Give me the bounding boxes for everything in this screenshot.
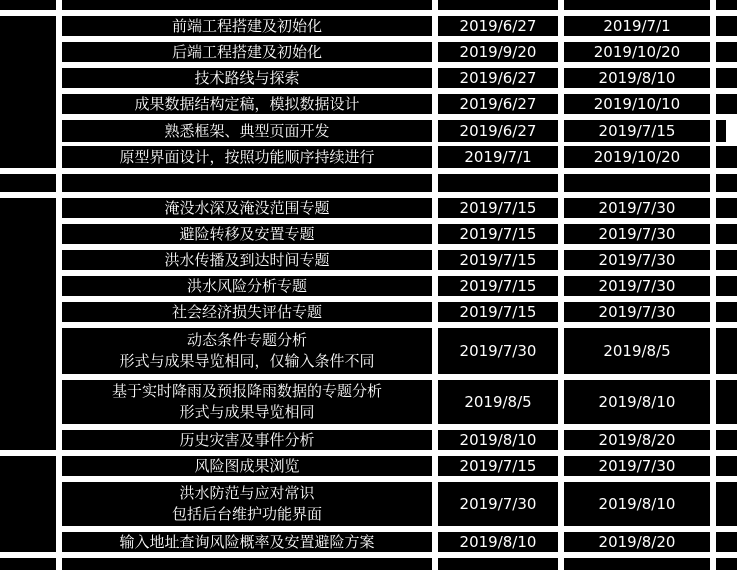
category-cell bbox=[0, 174, 56, 192]
end-date-cell: 2019/7/1 bbox=[564, 16, 710, 36]
table-cell bbox=[716, 198, 737, 218]
task-cell bbox=[62, 174, 432, 192]
table-cell bbox=[716, 456, 737, 476]
start-date-cell: 2019/7/1 bbox=[438, 146, 558, 168]
table-cell bbox=[716, 482, 737, 526]
table-cell bbox=[62, 0, 432, 10]
start-date-cell: 2019/6/27 bbox=[438, 68, 558, 88]
end-date-cell: 2019/8/10 bbox=[564, 482, 710, 526]
task-cell: 技术路线与探索 bbox=[62, 68, 432, 88]
task-cell: 前端工程搭建及初始化 bbox=[62, 16, 432, 36]
task-cell: 避险转移及安置专题 bbox=[62, 224, 432, 244]
task-line-2: 包括后台维护功能界面 bbox=[171, 505, 322, 523]
end-date-cell bbox=[564, 174, 710, 192]
end-date-cell: 2019/8/10 bbox=[564, 380, 710, 424]
task-cell: 后端工程搭建及初始化 bbox=[62, 42, 432, 62]
end-date-cell: 2019/7/30 bbox=[564, 276, 710, 296]
end-date-cell: 2019/7/15 bbox=[564, 120, 710, 142]
table-cell bbox=[564, 0, 710, 10]
end-date-cell: 2019/7/30 bbox=[564, 198, 710, 218]
task-cell: 原型界面设计，按照功能顺序持续进行 bbox=[62, 146, 432, 168]
start-date-cell: 2019/8/10 bbox=[438, 430, 558, 450]
table-cell bbox=[716, 42, 737, 62]
end-date-cell: 2019/8/10 bbox=[564, 68, 710, 88]
task-cell: 风险图成果浏览 bbox=[62, 456, 432, 476]
table-cell bbox=[438, 558, 558, 570]
start-date-cell: 2019/7/15 bbox=[438, 224, 558, 244]
task-cell: 洪水风险分析专题 bbox=[62, 276, 432, 296]
end-date-cell: 2019/7/30 bbox=[564, 224, 710, 244]
table-cell bbox=[716, 68, 737, 88]
start-date-cell: 2019/8/10 bbox=[438, 532, 558, 552]
start-date-cell: 2019/6/27 bbox=[438, 16, 558, 36]
table-cell bbox=[716, 146, 737, 168]
task-cell: 洪水传播及到达时间专题 bbox=[62, 250, 432, 270]
task-cell: 成果数据结构定稿，模拟数据设计 bbox=[62, 94, 432, 114]
task-cell bbox=[62, 380, 432, 424]
table-cell bbox=[716, 174, 737, 192]
category-cell bbox=[0, 198, 56, 450]
table-cell bbox=[716, 94, 737, 114]
category-cell bbox=[0, 0, 56, 10]
task-line-1: 洪水防范与应对常识 bbox=[179, 484, 315, 502]
table-cell bbox=[716, 302, 737, 322]
table-cell bbox=[716, 532, 737, 552]
table-cell bbox=[716, 276, 737, 296]
end-date-cell: 2019/10/10 bbox=[564, 94, 710, 114]
table-cell bbox=[716, 224, 737, 244]
task-cell: 社会经济损失评估专题 bbox=[62, 302, 432, 322]
task-cell: 输入地址查询风险概率及安置避险方案 bbox=[62, 532, 432, 552]
start-date-cell: 2019/7/15 bbox=[438, 198, 558, 218]
start-date-cell: 2019/6/27 bbox=[438, 94, 558, 114]
task-cell: 熟悉框架、典型页面开发 bbox=[62, 120, 432, 142]
start-date-cell: 2019/7/15 bbox=[438, 250, 558, 270]
table-cell bbox=[438, 0, 558, 10]
clipped-text-fragment: 阝 bbox=[728, 124, 742, 140]
start-date-cell: 2019/8/5 bbox=[438, 380, 558, 424]
task-line-1: 动态条件专题分析 bbox=[186, 331, 307, 349]
task-line-2: 形式与成果导览相同，仅输入条件不同 bbox=[119, 352, 375, 370]
start-date-cell: 2019/7/30 bbox=[438, 328, 558, 374]
end-date-cell: 2019/10/20 bbox=[564, 42, 710, 62]
table-cell bbox=[716, 430, 737, 450]
table-cell bbox=[716, 16, 737, 36]
end-date-cell: 2019/10/20 bbox=[564, 146, 710, 168]
start-date-cell: 2019/7/30 bbox=[438, 482, 558, 526]
table-cell bbox=[716, 380, 737, 424]
table-cell bbox=[62, 558, 432, 570]
table-cell bbox=[716, 328, 737, 374]
task-cell: 历史灾害及事件分析 bbox=[62, 430, 432, 450]
task-line-1: 基于实时降雨及预报降雨数据的专题分析 bbox=[111, 382, 382, 400]
start-date-cell: 2019/7/15 bbox=[438, 456, 558, 476]
task-cell bbox=[62, 482, 432, 526]
end-date-cell: 2019/7/30 bbox=[564, 250, 710, 270]
task-line-2: 形式与成果导览相同 bbox=[179, 403, 315, 421]
start-date-cell: 2019/6/27 bbox=[438, 120, 558, 142]
category-cell bbox=[0, 558, 56, 570]
end-date-cell: 2019/8/20 bbox=[564, 532, 710, 552]
table-cell bbox=[716, 120, 726, 142]
end-date-cell: 2019/8/20 bbox=[564, 430, 710, 450]
end-date-cell: 2019/7/30 bbox=[564, 456, 710, 476]
table-cell bbox=[716, 250, 737, 270]
start-date-cell: 2019/7/15 bbox=[438, 276, 558, 296]
start-date-cell bbox=[438, 174, 558, 192]
end-date-cell: 2019/7/30 bbox=[564, 302, 710, 322]
table-cell bbox=[564, 558, 710, 570]
start-date-cell: 2019/9/20 bbox=[438, 42, 558, 62]
table-cell bbox=[716, 558, 737, 570]
table-cell bbox=[716, 0, 737, 10]
category-cell bbox=[0, 456, 56, 552]
task-cell bbox=[62, 328, 432, 374]
end-date-cell: 2019/8/5 bbox=[564, 328, 710, 374]
category-cell bbox=[0, 16, 56, 168]
task-cell: 淹没水深及淹没范围专题 bbox=[62, 198, 432, 218]
start-date-cell: 2019/7/15 bbox=[438, 302, 558, 322]
